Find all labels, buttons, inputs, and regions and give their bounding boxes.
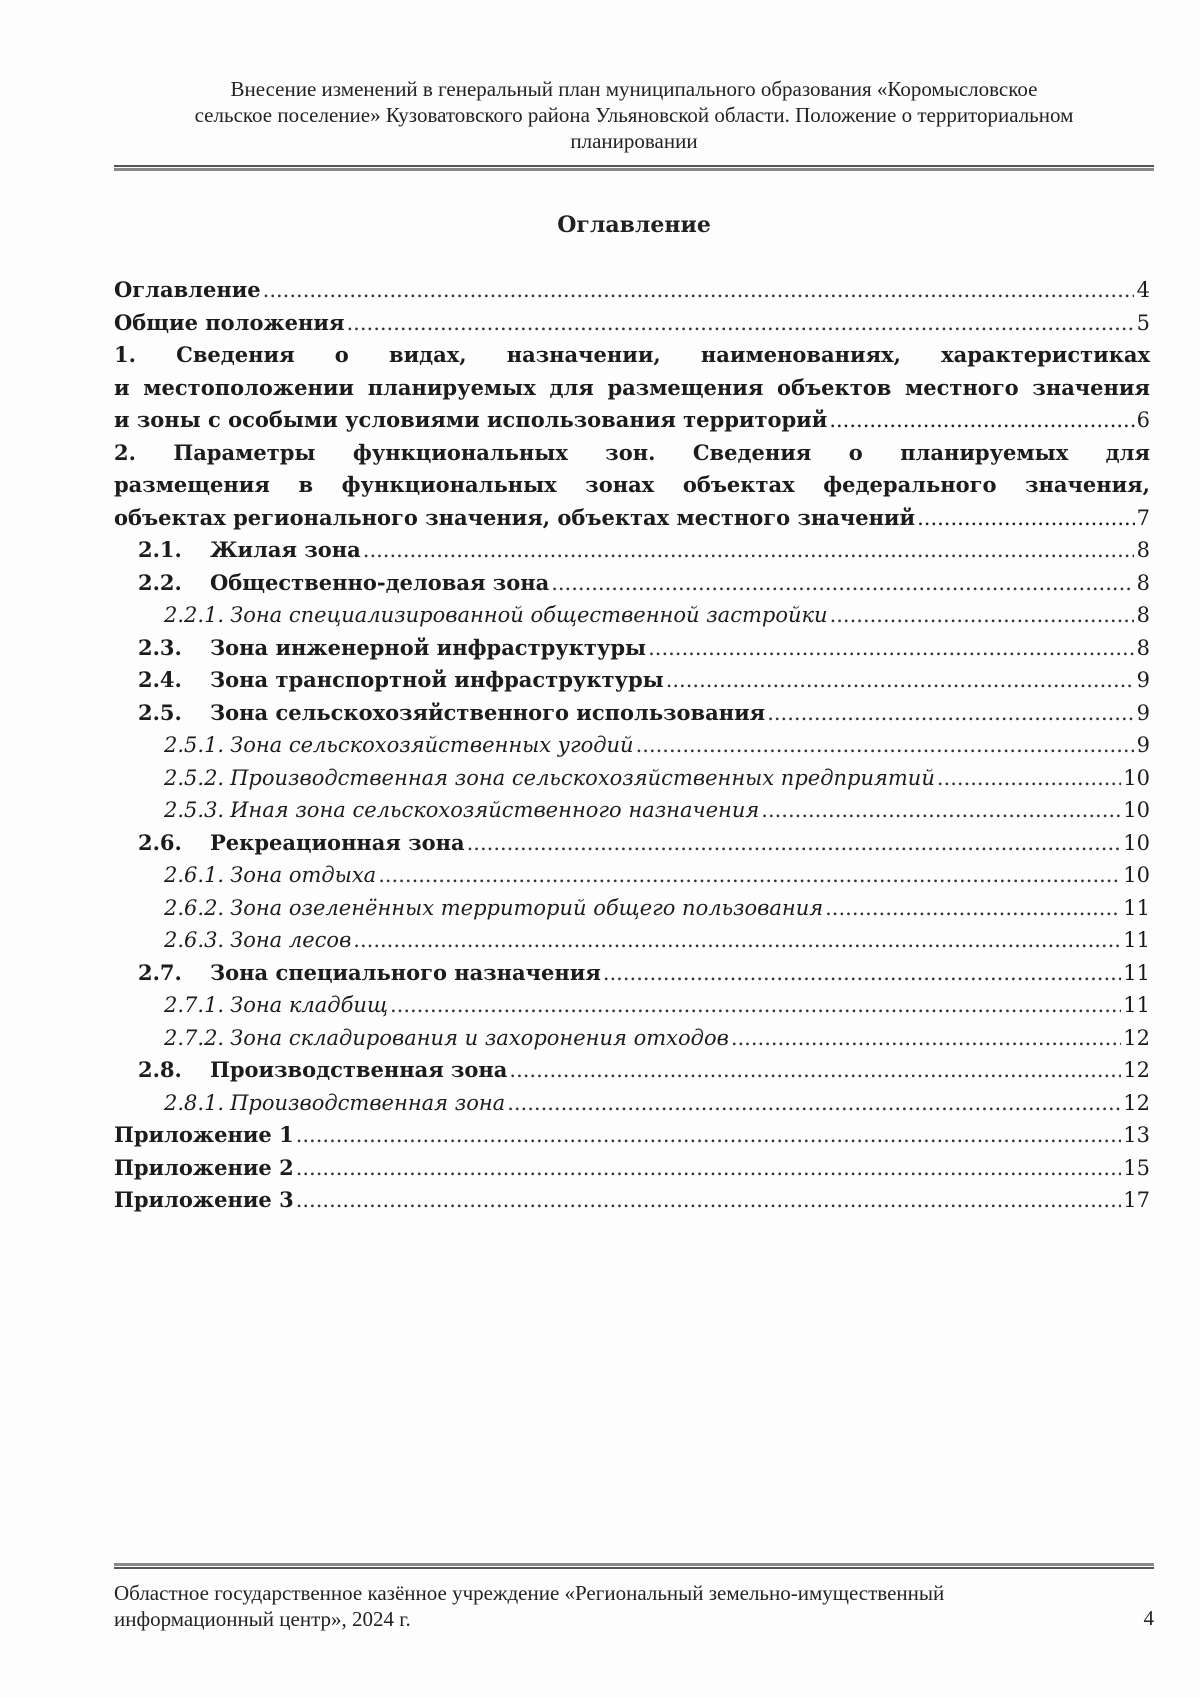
toc-entry[interactable] [114,794,1150,827]
toc-entry-section-2[interactable] [114,437,1150,535]
toc-leader-dots [509,1054,1121,1087]
toc-page-number: 12 [1123,1025,1150,1050]
toc-leader-dots [507,1087,1121,1120]
toc-entry-number: 2.6.2. [164,895,225,920]
toc-entry-text: Оглавление [114,277,261,302]
toc-entry-number: 2.3. [138,634,182,660]
toc-entry[interactable] [114,989,1150,1022]
toc-entry-text: Зона специального назначения [210,959,601,985]
toc-leader-dots [830,599,1134,632]
footer-line-2: информационный центр», 2024 г. [114,1607,411,1631]
toc-entry[interactable] [114,1119,1150,1152]
toc-entry-text: Общественно-деловая зона [210,569,550,595]
toc-page-number: 12 [1123,1058,1150,1082]
toc-entry-line-2: размещения в функциональных зонах объектах федерального значения, [114,472,1150,497]
toc-entry[interactable] [114,664,1150,697]
toc-entry-number: 2.7.2. [164,1025,225,1050]
toc-entry[interactable] [114,957,1150,990]
toc-page-number: 7 [1136,505,1150,530]
toc-entry-text: Производственная зона сельскохозяйственных предприятий [230,765,935,790]
toc-entry-text: Иная зона сельскохозяйственного назначения [230,798,760,822]
toc-page-number: 9 [1136,668,1150,692]
toc-entry-text: Производственная зона [210,1057,508,1082]
toc-entry[interactable] [114,827,1150,860]
toc-page-number: 10 [1123,830,1150,855]
toc-entry-number: 2.2.1. [164,603,225,627]
toc-leader-dots [296,1152,1122,1185]
toc-entry[interactable] [114,697,1150,730]
toc-entry-number: 2.6.3. [164,928,225,952]
toc-page-number: 11 [1123,960,1150,985]
toc-leader-dots [296,1119,1122,1152]
toc-entry[interactable] [114,762,1150,795]
toc-entry-line-3: и зоны с особыми условиями использования территорий [114,407,828,432]
toc-page-number: 11 [1123,928,1150,952]
toc-entry[interactable] [114,567,1150,600]
toc-entry-text: Зона складирования и захоронения отходов [230,1025,729,1050]
toc-entry[interactable] [114,1152,1150,1185]
toc-entry-number: 2.7.1. [164,993,225,1017]
toc-leader-dots [263,274,1134,307]
toc-entry[interactable] [114,924,1150,957]
toc-page-number: 13 [1123,1123,1150,1147]
toc-entry-line-1: 2. Параметры функциональных зон. Сведения о планируемых для [114,439,1150,465]
toc-entry-line-2: и местоположении планируемых для размещения объектов местного значения [114,374,1150,400]
toc-entry[interactable] [114,1054,1150,1087]
toc-entry-text: Рекреационная зона [210,829,465,855]
toc-entry[interactable] [114,307,1150,340]
toc-entry-text: Зона сельскохозяйственных угодий [230,733,634,757]
toc-leader-dots [353,924,1121,957]
page-footer [114,1580,1154,1632]
toc-leader-dots [825,892,1121,925]
toc-leader-dots [917,502,1135,535]
toc-page-number: 12 [1123,1090,1150,1115]
toc-entry[interactable] [114,599,1150,632]
page-header [114,76,1154,154]
toc-entry-text: Зона кладбищ [230,993,388,1017]
toc-page-number: 17 [1123,1188,1150,1212]
toc-leader-dots [296,1184,1122,1217]
toc-title: Оглавление [557,212,711,238]
footer-page-number: 4 [1143,1606,1154,1630]
toc-leader-dots [363,534,1134,567]
toc-entry[interactable] [114,1087,1150,1120]
toc-leader-dots [378,859,1121,892]
toc-leader-dots [551,567,1134,600]
toc-leader-dots [937,762,1121,795]
toc-entry[interactable] [114,1184,1150,1217]
toc-leader-dots [761,794,1121,827]
toc-entry-number: 2.5.3. [164,798,225,822]
footer-divider [114,1563,1154,1569]
toc-leader-dots [636,729,1134,762]
toc-page-number: 6 [1136,408,1150,432]
toc-entry-text: Зона специализированной общественной застройки [230,603,828,627]
toc-page-number: 9 [1136,700,1150,725]
toc-leader-dots [603,957,1121,990]
toc-entry-number: 2.2. [138,569,182,595]
toc-leader-dots [666,664,1134,697]
toc-entry-text: Приложение 1 [114,1122,294,1147]
toc-page-number: 8 [1136,570,1150,595]
toc-entry-number: 2.5.1. [164,733,225,757]
toc-entry-number: 2.6. [138,829,182,855]
toc-entry-line-3: объектах регионального значения, объектах местного значений [114,504,916,530]
toc-entry-number: 2.6.1. [164,863,225,887]
toc-entry-text: Зона отдыха [230,863,377,887]
toc-entry-number: 2.5.2. [164,765,225,790]
toc-entry[interactable] [114,534,1150,567]
header-line-2: сельское поселение» Кузоватовского района Ульяновской области. Положение о территориальном [194,103,1074,127]
toc-entry[interactable] [114,892,1150,925]
toc-entry-number: 2.1. [138,537,182,562]
toc-entry-text: Производственная зона [230,1090,506,1115]
header-divider [114,165,1154,171]
toc-entry-text: Зона лесов [230,928,352,952]
toc-leader-dots [829,404,1134,437]
toc-entry-text: Зона инженерной инфраструктуры [210,634,647,660]
toc-page-number: 11 [1123,993,1150,1017]
toc-page-number: 15 [1123,1155,1150,1180]
toc-entry-number: 2.4. [138,667,182,692]
toc-entry-text: Приложение 3 [114,1187,294,1212]
table-of-contents [114,274,1150,1217]
toc-entry-text: Зона сельскохозяйственного использования [210,699,766,725]
toc-leader-dots [390,989,1121,1022]
toc-page-number: 10 [1123,863,1150,887]
toc-entry-text: Жилая зона [210,537,361,562]
toc-entry-text: Зона транспортной инфраструктуры [210,667,664,692]
toc-page-number: 8 [1136,538,1150,562]
toc-leader-dots [467,827,1122,860]
toc-leader-dots [648,632,1134,665]
toc-entry[interactable] [114,632,1150,665]
toc-entry-text: Общие положения [114,309,345,335]
toc-entry[interactable] [114,1022,1150,1055]
toc-leader-dots [731,1022,1121,1055]
toc-page-number: 4 [1136,278,1150,302]
toc-entry[interactable] [114,859,1150,892]
toc-entry-number: 2.8.1. [164,1090,225,1115]
footer-line-1: Областное государственное казённое учреждение «Региональный земельно-имущественный [114,1581,945,1605]
toc-leader-dots [347,307,1135,340]
toc-page-number: 10 [1123,798,1150,822]
toc-page-number: 9 [1136,733,1150,757]
toc-entry-number: 2.5. [138,699,182,725]
header-line-1: Внесение изменений в генеральный план муниципального образования «Коромысловское [230,77,1038,101]
toc-entry-line-1: 1. Сведения о видах, назначении, наименованиях, характеристиках [114,342,1150,367]
toc-entry-number: 2.7. [138,959,182,985]
toc-entry-number: 2.8. [138,1057,182,1082]
toc-entry[interactable] [114,274,1150,307]
toc-leader-dots [767,697,1134,730]
toc-page-number: 8 [1136,635,1150,660]
toc-page-number: 8 [1136,603,1150,627]
toc-page-number: 5 [1136,310,1150,335]
toc-entry-text: Зона озеленённых территорий общего пользования [230,895,824,920]
toc-entry[interactable] [114,729,1150,762]
toc-page-number: 11 [1123,895,1150,920]
toc-entry-text: Приложение 2 [114,1154,294,1180]
toc-entry-section-1[interactable] [114,339,1150,437]
toc-page-number: 10 [1123,765,1150,790]
header-line-3: планировании [570,129,698,153]
